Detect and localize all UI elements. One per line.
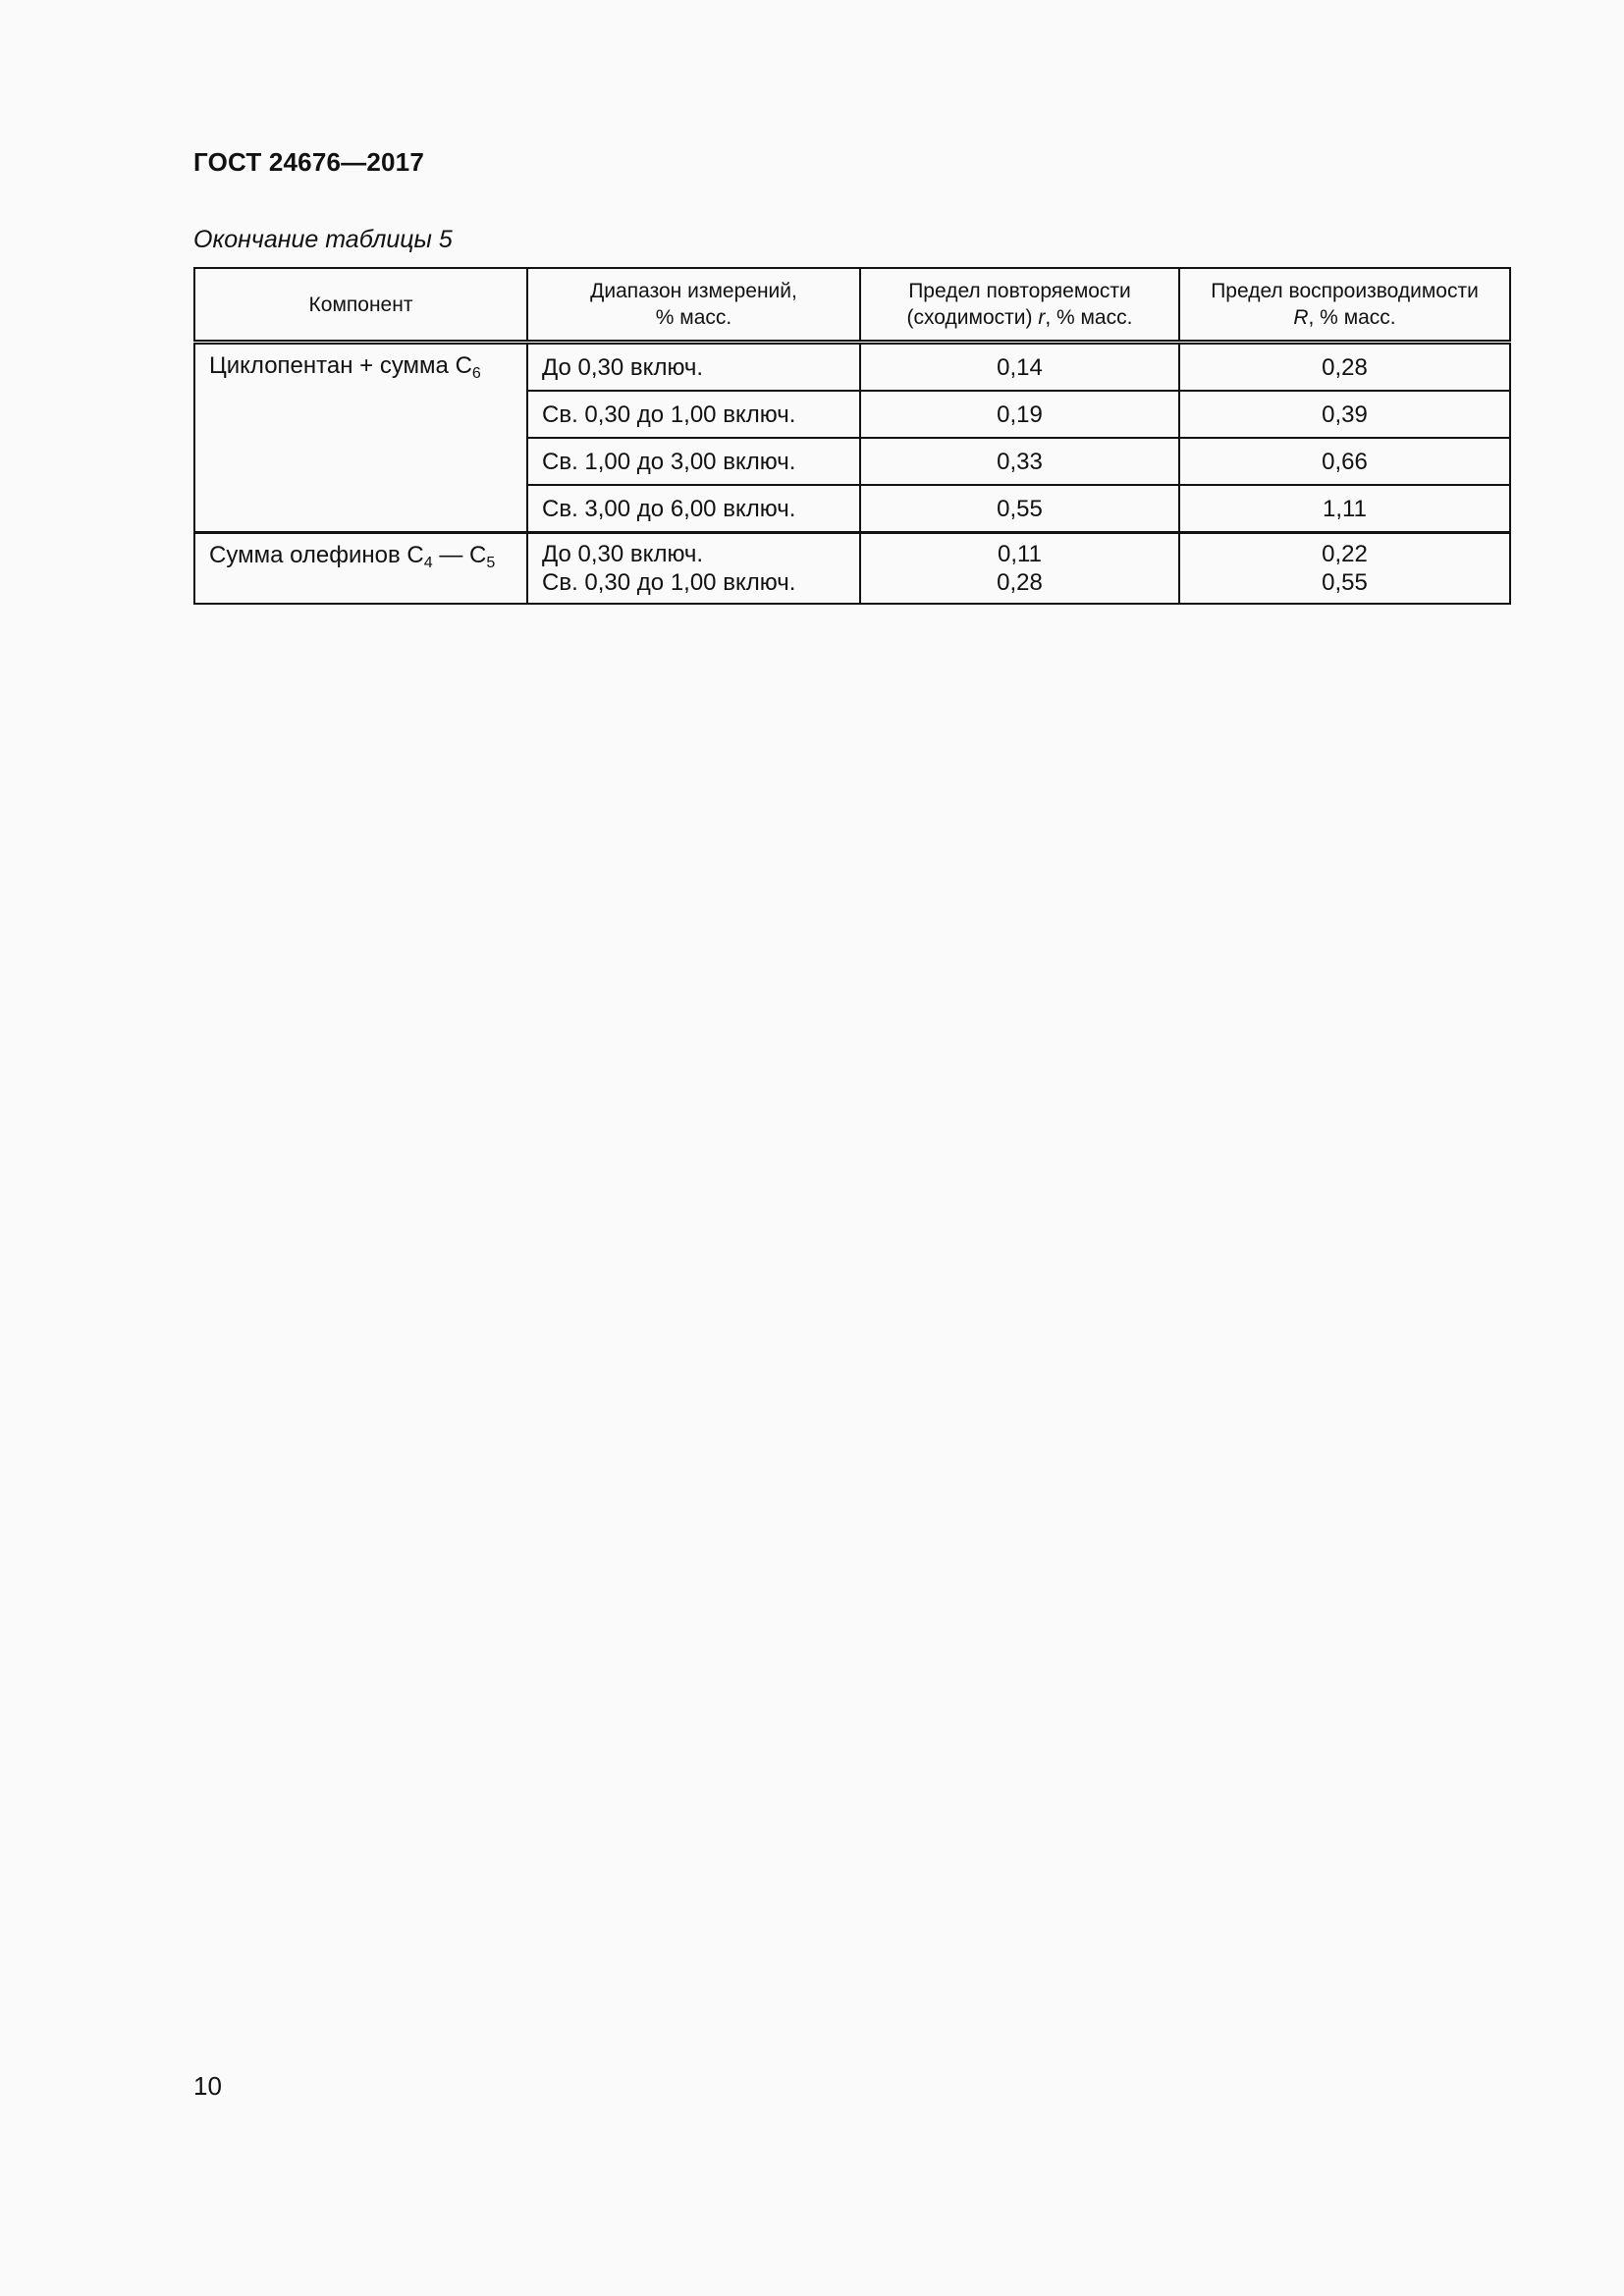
reproducibility-cell: 0,39 xyxy=(1179,391,1510,438)
repeatability-cell xyxy=(860,533,1179,605)
precision-table xyxy=(193,267,1511,605)
repeatability-cell: 0,19 xyxy=(860,391,1179,438)
component-subscript-2: 5 xyxy=(486,555,496,571)
column-header-component xyxy=(194,268,527,343)
column-header-range-line1: Диапазон измерений, xyxy=(590,280,797,302)
repeatability-cell: 0,33 xyxy=(860,438,1179,485)
table-caption: Окончание таблицы 5 xyxy=(193,226,453,253)
range-line: До 0,30 включ. xyxy=(542,541,704,567)
document-code: ГОСТ 24676—2017 xyxy=(193,147,424,177)
table-row xyxy=(194,533,1510,605)
column-header-reproducibility-line1: Предел воспроизводимости xyxy=(1211,280,1479,302)
column-header-repeatability-line1: Предел повторяемости xyxy=(908,280,1131,302)
reproducibility-value: 0,22 xyxy=(1322,541,1368,567)
column-header-reproducibility-line2 xyxy=(1186,304,1503,331)
column-header-range xyxy=(527,268,860,343)
component-subscript: 4 xyxy=(423,555,433,571)
column-header-repeatability xyxy=(860,268,1179,343)
repeatability-value: 0,11 xyxy=(998,541,1042,567)
column-header-repeatability-line2 xyxy=(867,304,1172,331)
table-header-row xyxy=(194,268,1510,343)
reproducibility-value: 0,55 xyxy=(1322,569,1368,596)
reproducibility-cell xyxy=(1179,533,1510,605)
component-cell xyxy=(194,343,527,533)
component-name: Сумма олефинов C xyxy=(209,542,424,568)
reproducibility-cell: 1,11 xyxy=(1179,485,1510,533)
repeatability-cell: 0,55 xyxy=(860,485,1179,533)
repeatability-symbol: r xyxy=(1038,306,1046,329)
column-header-reproducibility xyxy=(1179,268,1510,343)
component-subscript: 6 xyxy=(471,365,481,382)
range-cell xyxy=(527,533,860,605)
reproducibility-cell: 0,66 xyxy=(1179,438,1510,485)
component-cell xyxy=(194,533,527,605)
column-header-component-label: Компонент xyxy=(308,293,413,316)
component-name-dash: — C xyxy=(432,542,487,568)
range-cell: Св. 3,00 до 6,00 включ. xyxy=(527,485,860,533)
range-line: Св. 0,30 до 1,00 включ. xyxy=(542,569,796,596)
column-header-range-line2: % масс. xyxy=(655,306,732,329)
reproducibility-symbol: R xyxy=(1293,306,1309,329)
range-cell: Св. 0,30 до 1,00 включ. xyxy=(527,391,860,438)
reproducibility-text-b: , % масс. xyxy=(1308,306,1396,329)
repeatability-text-a: (сходимости) xyxy=(906,306,1039,329)
page-number: 10 xyxy=(193,2071,222,2101)
reproducibility-cell: 0,28 xyxy=(1179,343,1510,392)
repeatability-text-b: , % масс. xyxy=(1045,306,1133,329)
table-row xyxy=(194,343,1510,392)
range-cell: До 0,30 включ. xyxy=(527,343,860,392)
repeatability-value: 0,28 xyxy=(997,569,1043,596)
range-cell: Св. 1,00 до 3,00 включ. xyxy=(527,438,860,485)
component-name: Циклопентан + сумма C xyxy=(209,352,472,379)
repeatability-cell: 0,14 xyxy=(860,343,1179,392)
